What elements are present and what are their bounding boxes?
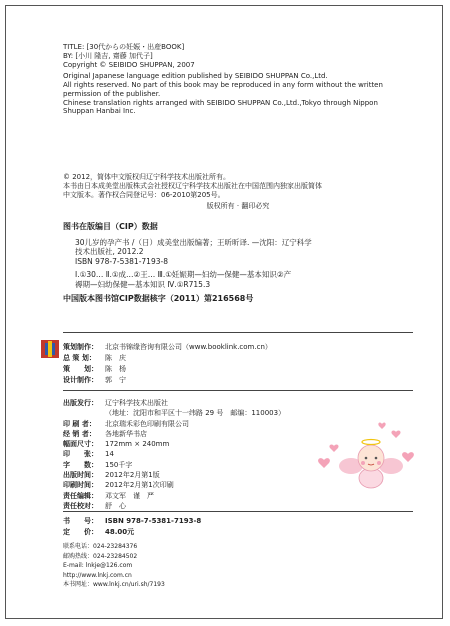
cip-class-line-2: 褥期—妇幼保健—基本知识 Ⅳ.①R715.3 — [75, 279, 211, 289]
pub-row: 印刷时间： 2012年2月第1次印刷 — [63, 481, 174, 490]
divider-top — [63, 332, 413, 333]
pub-row: 经 销 者： 各地新华书店 — [63, 429, 147, 438]
original-edition-line: Original Japanese language edition published by SEIBIDO SHUPPAN Co.,Ltd. — [63, 72, 328, 81]
copyright-line: Copyright © SEIBIDO SHUPPAN, 2007 — [63, 60, 195, 69]
cip-block — [63, 222, 413, 304]
contact-site: http://www.lnkj.com.cn — [63, 571, 132, 579]
contact-online: 本书网址：www.lnkj.cn/uri.sh/7193 — [63, 581, 165, 589]
cn-copyright-line-3: 中文版本。著作权合同登记号：06-2010第205号。 — [63, 190, 225, 199]
pub-row: 印 刷 者： 北京瑞禾彩色印刷有限公司 — [63, 419, 189, 428]
pub-row: （地址：沈阳市和平区十一纬路 29 号 邮编：110003） — [105, 409, 286, 418]
chinese-copyright-block — [63, 173, 413, 211]
cip-line-1: 30儿岁的孕产书 /（日）成美堂出版编著；王昕昕译. —沈阳：辽宁科学 — [75, 238, 312, 247]
pub-row: 出版时间： 2012年2月第1版 — [63, 471, 160, 480]
cip-heading: 图书在版编目（CIP）数据 — [63, 222, 158, 231]
price-row: 定 价： 48.00元 — [63, 528, 135, 536]
translation-line-1: Chinese translation rights arranged with SEIBIDO SHUPPAN Co.,Ltd.,Tokyo through Nippon — [63, 98, 378, 107]
credit-row: 策划制作： 北京书锦缘咨询有限公司（www.booklink.com.cn） — [63, 343, 272, 351]
cn-copyright-line-1: © 2012，简体中文版权归辽宁科学技术出版社所有。 — [63, 173, 231, 181]
cip-class-line-1: Ⅰ.①30… Ⅱ.①成…②王… Ⅲ.①妊娠期—妇幼—保健—基本知识②产 — [75, 270, 292, 280]
heart-icon — [391, 431, 400, 438]
divider-bottom — [63, 511, 413, 512]
rights-line-1: All rights reserved. No part of this book may be reproduced in any form without the written — [63, 81, 383, 89]
by-line: BY: [小川 隆吉, 齋藤 加代子] — [63, 51, 153, 60]
pub-row: 印 张： 14 — [63, 450, 114, 459]
credit-row: 设计制作： 郭 宁 — [63, 376, 126, 384]
title-line: TITLE: [30代からの妊娠・出産BOOK] — [63, 43, 185, 51]
cn-copyright-line-2: 本书由日本成美堂出版株式会社授权辽宁科学技术出版社在中国范围内独家出版简体 — [63, 181, 322, 190]
angel-halo — [362, 440, 380, 445]
translation-line-2: Shuppan Hanbai Inc. — [63, 107, 136, 116]
isbn-row: 书 号： ISBN 978-7-5381-7193-8 — [63, 517, 202, 525]
cip-isbn: ISBN 978-7-5381-7193-8 — [75, 256, 168, 266]
contact-email: E-mail: lnkje@126.com — [63, 562, 133, 570]
publisher-logo-icon — [40, 339, 60, 359]
heart-icon — [329, 445, 338, 452]
isbn-price-block — [63, 516, 413, 538]
angel-illustration — [316, 418, 426, 498]
contact-block — [63, 542, 413, 590]
rights-line-2: permission of the publisher. — [63, 89, 161, 98]
credits-block — [63, 342, 413, 386]
pub-row: 责任编辑： 邓文军 谨 严 — [63, 491, 154, 500]
credit-row: 策 划： 陈 杨 — [63, 365, 126, 373]
credit-row: 总 策 划： 陈 庆 — [63, 354, 126, 362]
rights-reserved: 版权所有 · 翻印必究 — [206, 202, 270, 211]
contact-phone: 联系电话：024-23284376 — [63, 543, 138, 550]
heart-icon — [402, 452, 414, 462]
pub-row: 责任校对： 舒 心 — [63, 501, 126, 510]
heart-icon — [318, 458, 330, 468]
cip-number: 中国版本图书馆CIP数据核字（2011）第216568号 — [63, 293, 254, 303]
english-copyright-block — [63, 43, 413, 116]
pub-row: 幅面尺寸： 172mm × 240mm — [63, 440, 170, 449]
heart-icon — [378, 423, 385, 429]
divider-middle — [63, 390, 413, 391]
contact-mail-phone: 邮购热线：024-23284502 — [63, 552, 138, 560]
cip-line-2: 技术出版社, 2012.2 — [75, 247, 144, 257]
pub-row: 出版发行： 辽宁科学技术出版社 — [63, 399, 168, 407]
pub-row: 字 数： 150千字 — [63, 460, 133, 469]
copyright-page — [5, 5, 443, 619]
angel-head — [358, 445, 384, 471]
